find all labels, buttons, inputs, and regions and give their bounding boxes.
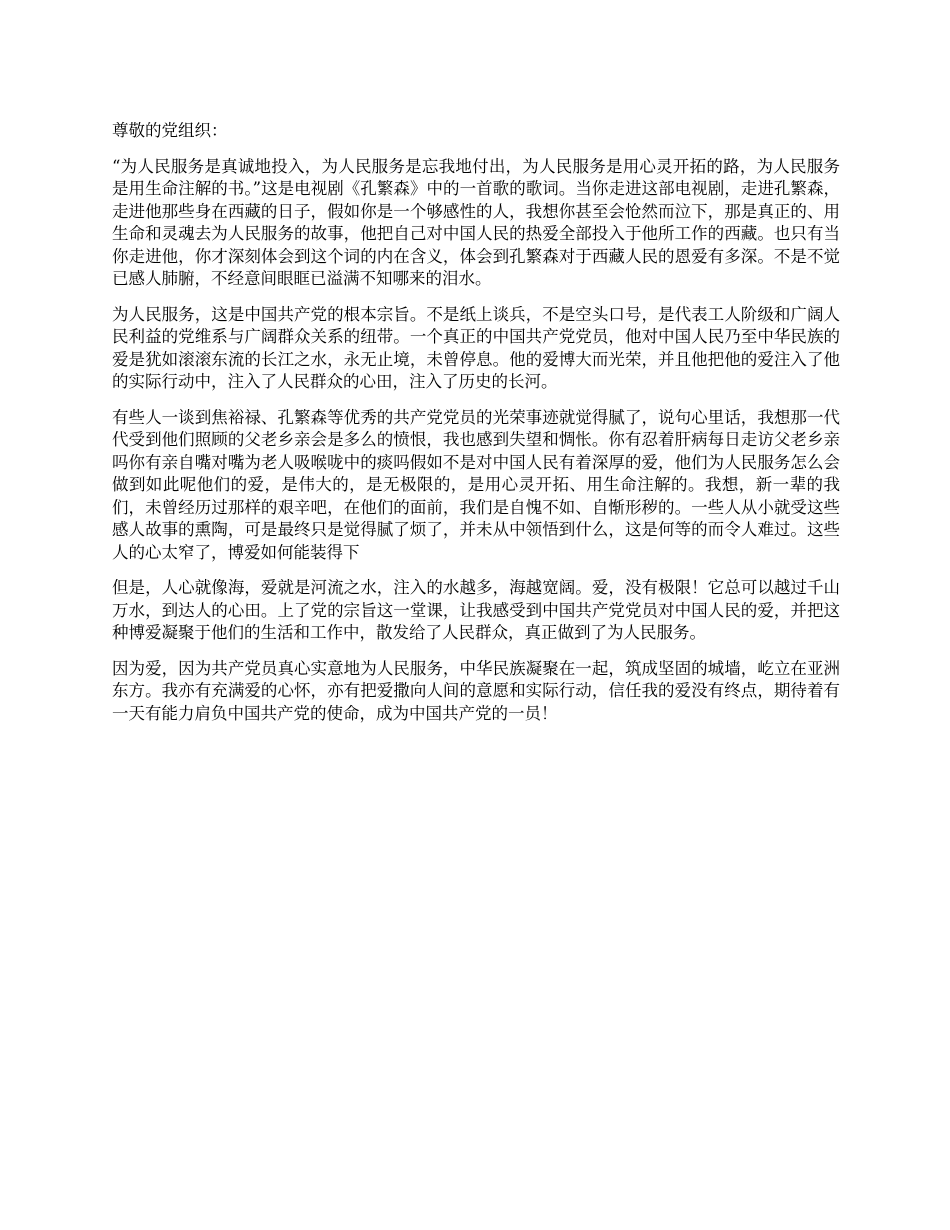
salutation: 尊敬的党组织： [112, 121, 228, 140]
document-page [112, 120, 840, 738]
paragraph-3: 有些人一谈到焦裕禄、孔繁森等优秀的共产党党员的光荣事迹就觉得腻了，说句心里话，我想那一代代受到他们照顾的父老乡亲会是多么的愤恨，我也感到失望和惆怅。你有忍着肝病每日走访父老乡亲吗你有亲自嘴对嘴为老人吸喉咙中的痰吗假如不是对中国人民有着深厚的爱，他们为人民服务怎么会做到如此呢他们的爱，是伟大的，是无极限的，是用心灵开拓、用生命注解的。我想，新一辈的我们，未曾经历过那样的艰辛吧，在他们的面前，我们是自愧不如、自惭形秽的。一些人从小就受这些感人故事的熏陶，可是最终只是觉得腻了烦了，并未从中领悟到什么，这是何等的而令人难过。这些人的心太窄了，博爱如何能装得下 [112, 407, 840, 562]
paragraph-5: 因为爱，因为共产党员真心实意地为人民服务，中华民族凝聚在一起，筑成坚固的城墙，屹立在亚洲东方。我亦有充满爱的心怀，亦有把爱撒向人间的意愿和实际行动，信任我的爱没有终点，期待着有一天有能力肩负中国共产党的使命，成为中国共产党的一员！ [112, 658, 840, 723]
paragraph-2: 为人民服务，这是中国共产党的根本宗旨。不是纸上谈兵，不是空头口号，是代表工人阶级和广阔人民利益的党维系与广阔群众关系的纽带。一个真正的中国共产党党员，他对中国人民乃至中华民族的爱是犹如滚滚东流的长江之水，永无止境，未曾停息。他的爱博大而光荣，并且他把他的爱注入了他的实际行动中，注入了人民群众的心田，注入了历史的长河。 [112, 304, 840, 391]
paragraph-1: “为人民服务是真诚地投入，为人民服务是忘我地付出，为人民服务是用心灵开拓的路，为人民服务是用生命注解的书。”这是电视剧《孔繁森》中的一首歌的歌词。当你走进这部电视剧，走进孔繁森，走进他那些身在西藏的日子，假如你是一个够感性的人，我想你甚至会怆然而泣下，那是真正的、用生命和灵魂去为人民服务的故事，他把自己对中国人民的热爱全部投入于他所工作的西藏。也只有当你走进他，你才深刻体会到这个词的内在含义，体会到孔繁森对于西藏人民的恩爱有多深。不是不觉已感人肺腑，不经意间眼眶已溢满不知哪来的泪水。 [112, 156, 840, 288]
paragraph-4: 但是，人心就像海，爱就是河流之水，注入的水越多，海越宽阔。爱，没有极限！它总可以越过千山万水，到达人的心田。上了党的宗旨这一堂课，让我感受到中国共产党党员对中国人民的爱，并把这种博爱凝聚于他们的生活和工作中，散发给了人民群众，真正做到了为人民服务。 [112, 578, 840, 642]
